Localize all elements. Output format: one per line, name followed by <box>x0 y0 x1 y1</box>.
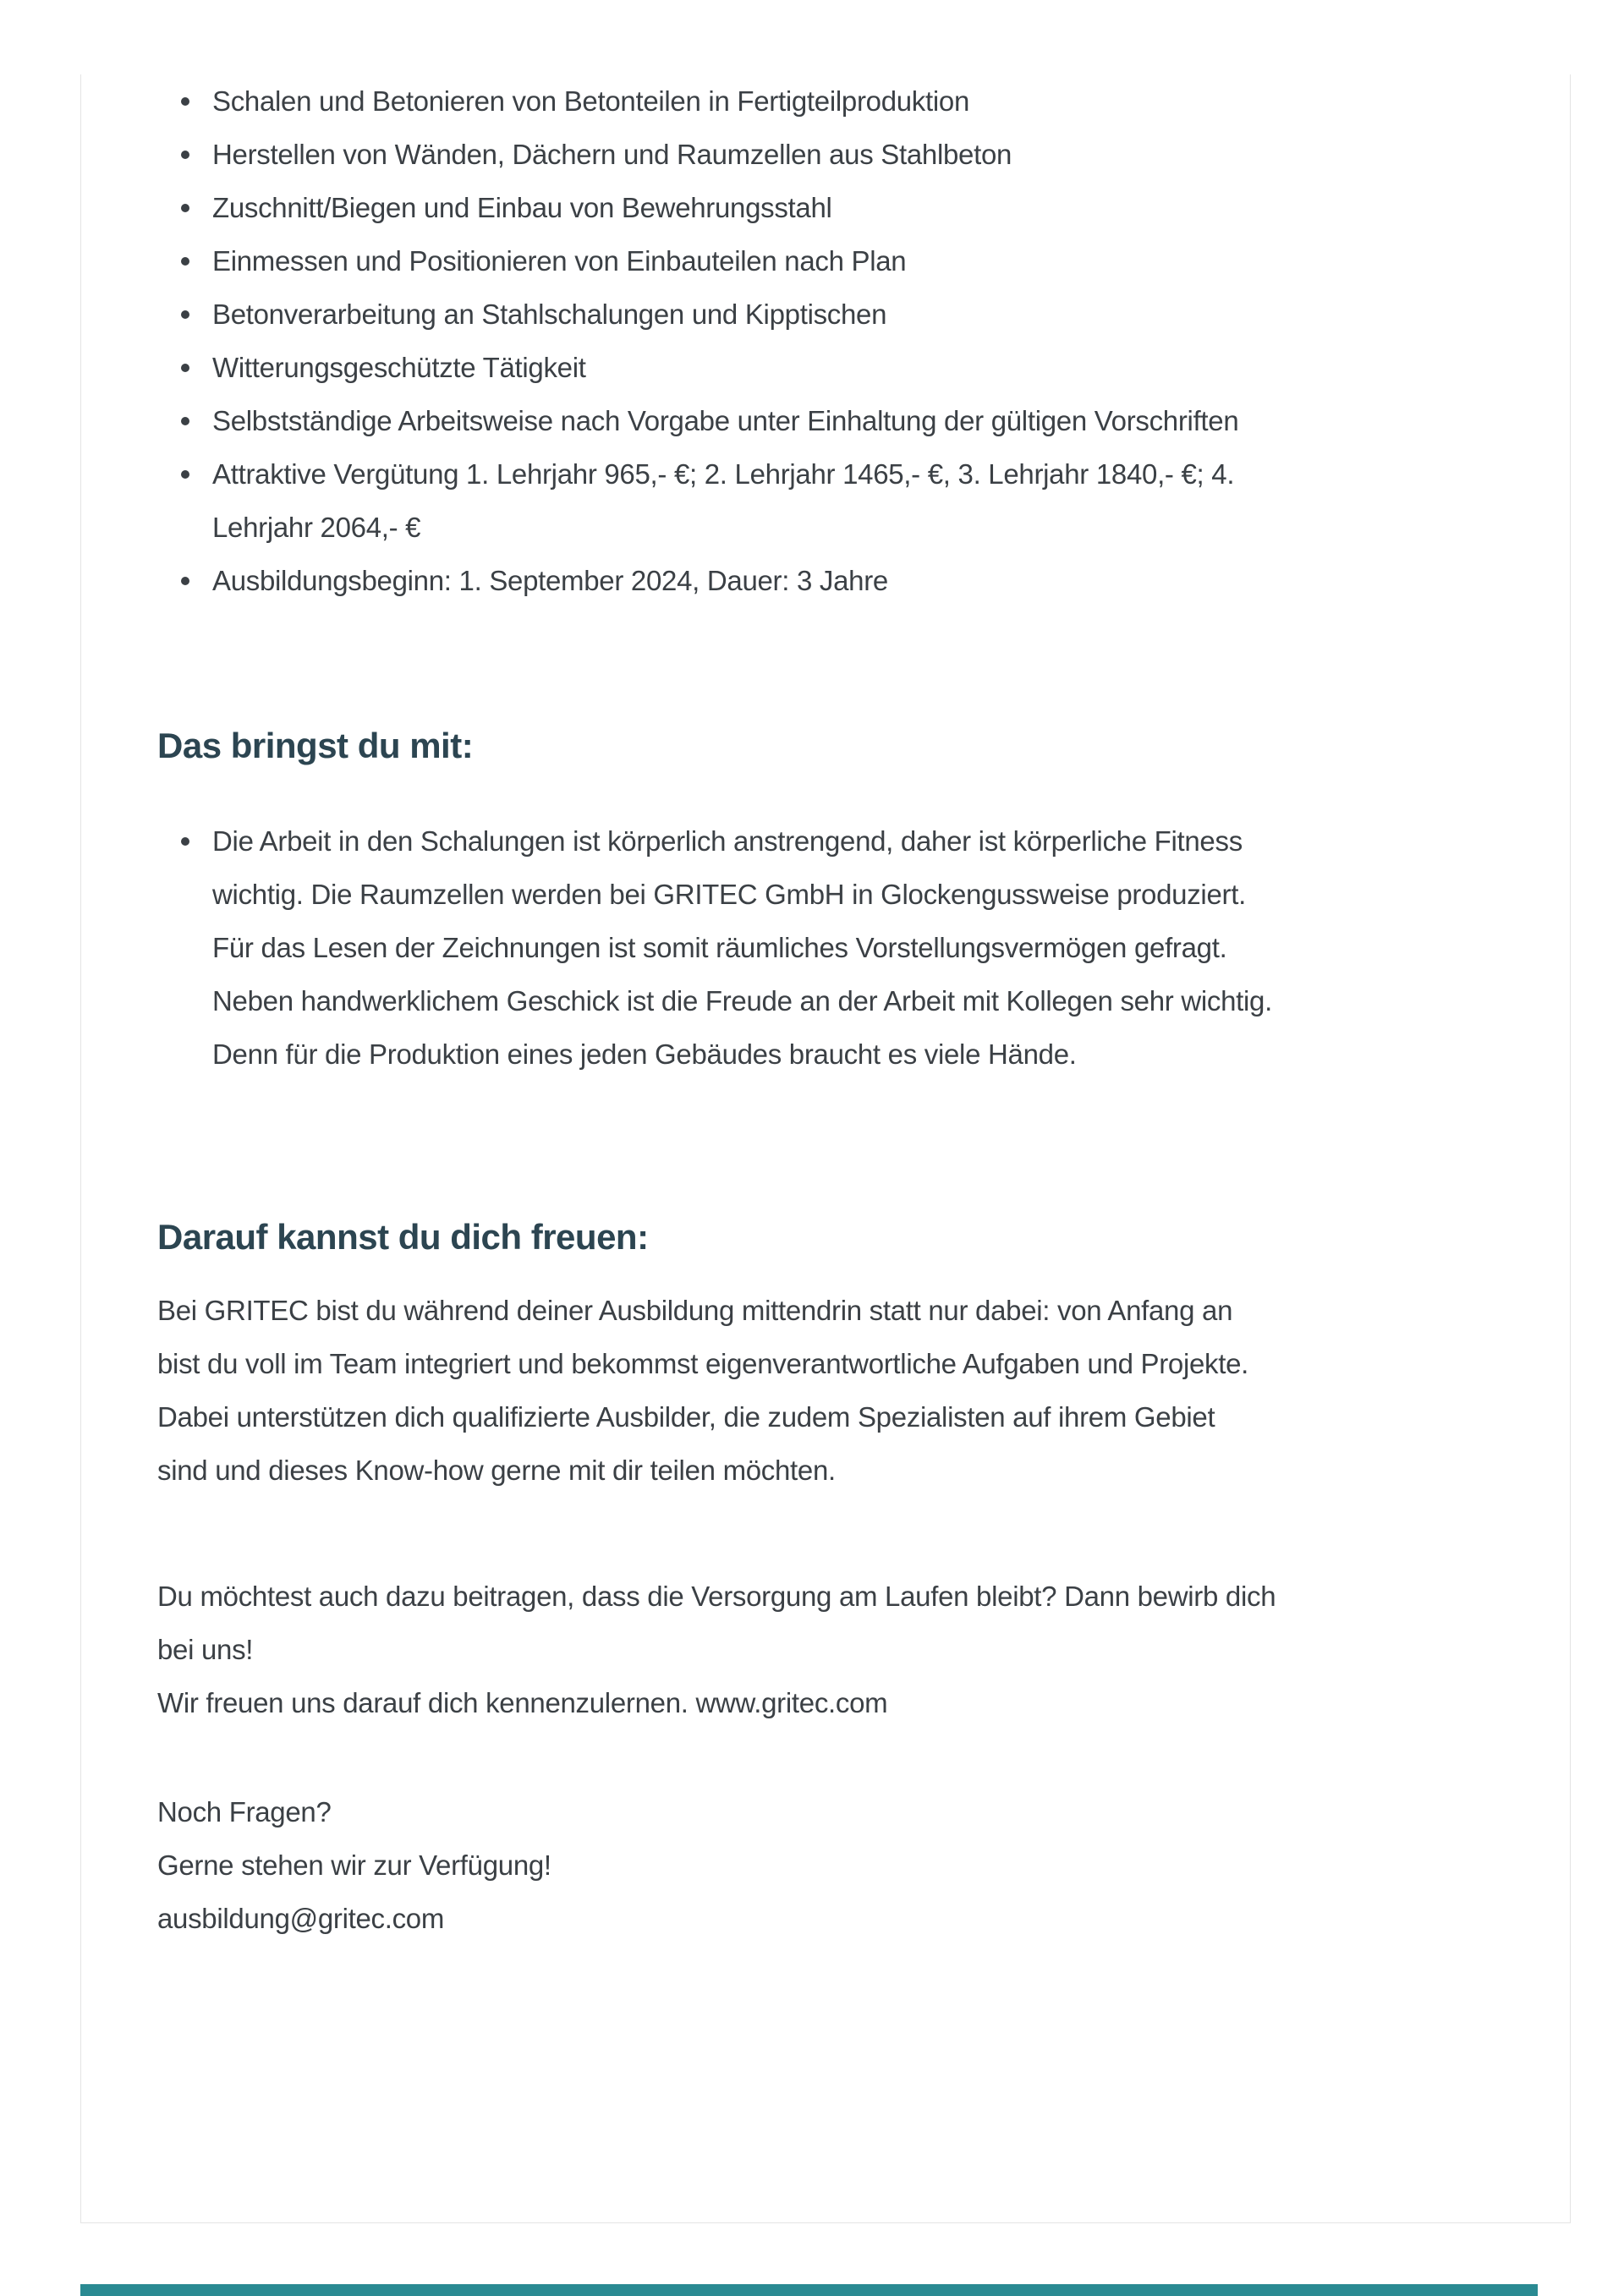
list-item <box>157 341 1536 394</box>
requirement-text: Für das Lesen der Zeichnungen ist somit räumliches Vorstellungsvermögen gefragt. <box>212 932 1227 963</box>
task-text: Einmessen und Positionieren von Einbauteilen nach Plan <box>212 245 907 277</box>
paragraph-line: bist du voll im Team integriert und bekommst eigenverantwortliche Aufgaben und Projekte. <box>157 1348 1249 1379</box>
paragraph-line: Dabei unterstützen dich qualifizierte Ausbilder, die zudem Spezialisten auf ihrem Gebiet <box>157 1401 1215 1433</box>
list-item <box>157 181 1536 234</box>
intro-paragraph <box>157 1284 1536 1497</box>
list-item <box>157 234 1536 288</box>
closing-text: Wir freuen uns darauf dich kennenzulernen. <box>157 1687 696 1718</box>
section-heading-darauf-kannst-du-dich-freuen: Darauf kannst du dich freuen: <box>157 1217 649 1257</box>
paragraph-line: Bei GRITEC bist du während deiner Ausbildung mittendrin statt nur dabei: von Anfang an <box>157 1295 1233 1326</box>
task-text: Witterungsgeschützte Tätigkeit <box>212 352 586 383</box>
requirements-bullet-list <box>157 814 1536 1081</box>
list-item <box>157 288 1536 341</box>
contact-line: Gerne stehen wir zur Verfügung! <box>157 1849 551 1881</box>
requirement-text: wichtig. Die Raumzellen werden bei GRITEC GmbH in Glockengussweise produziert. <box>212 879 1246 910</box>
closing-line <box>157 1676 1536 1729</box>
task-text: Zuschnitt/Biegen und Einbau von Bewehrungsstahl <box>212 192 832 223</box>
list-item <box>157 447 1536 554</box>
task-text: Attraktive Vergütung 1. Lehrjahr 965,- €; 2. Lehrjahr 1465,- €, 3. Lehrjahr 1840,- €; 4. <box>212 458 1235 490</box>
requirement-text: Die Arbeit in den Schalungen ist körperlich anstrengend, daher ist körperliche Fitness <box>212 825 1243 857</box>
paragraph-line: sind und dieses Know-how gerne mit dir teilen möchten. <box>157 1455 836 1486</box>
tasks-bullet-list <box>157 74 1536 607</box>
list-item <box>157 128 1536 181</box>
task-text: Schalen und Betonieren von Betonteilen in Fertigteilproduktion <box>212 85 970 117</box>
contact-line: Noch Fragen? <box>157 1796 332 1827</box>
task-text: Betonverarbeitung an Stahlschalungen und Kipptischen <box>212 299 887 330</box>
list-item <box>157 394 1536 447</box>
cta-paragraph <box>157 1570 1536 1729</box>
list-item <box>157 74 1536 128</box>
task-text: Herstellen von Wänden, Dächern und Raumzellen aus Stahlbeton <box>212 139 1012 170</box>
task-text: Lehrjahr 2064,- € <box>212 512 421 543</box>
paragraph-line: Du möchtest auch dazu beitragen, dass die Versorgung am Laufen bleibt? Dann bewirb dich <box>157 1581 1276 1612</box>
requirement-text: Neben handwerklichem Geschick ist die Freude an der Arbeit mit Kollegen sehr wichtig. <box>212 985 1272 1016</box>
content-card <box>80 74 1571 2223</box>
website-link[interactable]: www.gritec.com <box>695 1687 888 1718</box>
task-text: Ausbildungsbeginn: 1. September 2024, Dauer: 3 Jahre <box>212 565 888 596</box>
list-item <box>157 554 1536 607</box>
list-item <box>157 814 1536 1081</box>
email-link[interactable]: ausbildung@gritec.com <box>157 1903 445 1934</box>
section-heading-das-bringst-du-mit: Das bringst du mit: <box>157 726 474 765</box>
contact-paragraph <box>157 1785 1536 1945</box>
task-text: Selbstständige Arbeitsweise nach Vorgabe unter Einhaltung der gültigen Vorschriften <box>212 405 1239 436</box>
requirement-text: Denn für die Produktion eines jeden Gebäudes braucht es viele Hände. <box>212 1038 1077 1070</box>
footer-accent-bar <box>80 2284 1538 2296</box>
paragraph-line: bei uns! <box>157 1634 254 1665</box>
